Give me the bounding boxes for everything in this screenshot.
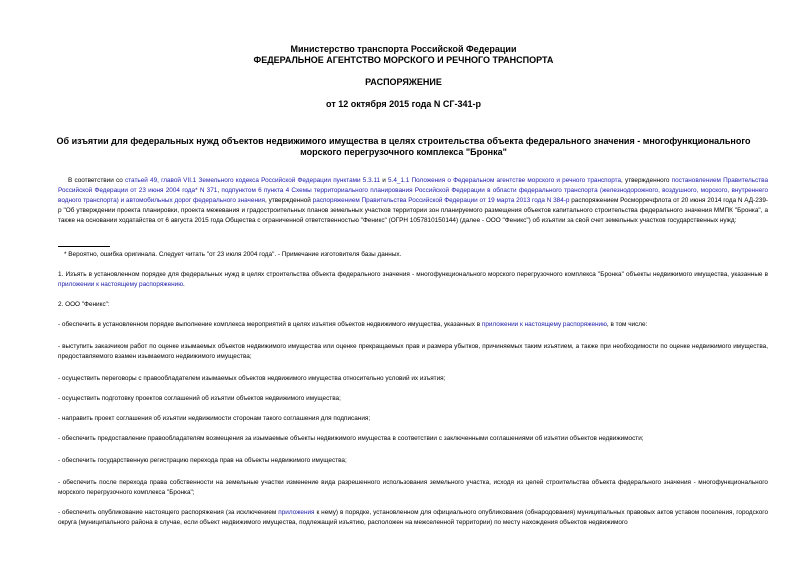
agency-name: ФЕДЕРАЛЬНОЕ АГЕНТСТВО МОРСКОГО И РЕЧНОГО ТРАНСПОРТА xyxy=(253,55,554,65)
territorial-planning-scheme-link[interactable]: подпунктом 6 пункта 4 Схемы территориального планирования Российской Федерации в области федерального транспорта (железнодорожного, воздушного, морского, внутреннего водного транспорта) и автомобильных дорог федерального значения xyxy=(58,186,768,204)
document-date-number: от 12 октября 2015 года N СГ-341-р xyxy=(326,99,481,109)
subitem-measures xyxy=(58,320,768,330)
ministry-name: Министерство транспорта Российской Федерации xyxy=(290,44,517,54)
preamble-paragraph xyxy=(58,176,768,226)
preamble-text: и xyxy=(380,177,389,184)
subitem-valuation: - выступить заказчиком работ по оценке изымаемых объектов недвижимого имущества или оценке прекращаемых прав и размера убытков, причиняемых таким изъятием, а также при необходимости по оценке недвижимого имущества, предоставляемого взамен изымаемого недвижимого имущества; xyxy=(58,343,768,360)
government-order-384-link[interactable]: распоряжением Правительства Российской Федерации от 19 марта 2013 года N 384-р xyxy=(312,196,570,204)
subitem-text: - обеспечить в установленном порядке выполнение комплекса мероприятий в целях изъятия объектов недвижимого имущества, указанных в xyxy=(58,321,482,328)
footnote: * Вероятно, ошибка оригинала. Следует читать "от 23 июля 2004 года". - Примечание изготовителя базы данных. xyxy=(64,251,402,258)
appendix-link[interactable]: приложении к настоящему распоряжению xyxy=(481,321,607,328)
appendix-link[interactable]: приложения xyxy=(278,509,315,516)
preamble-text: , xyxy=(217,186,222,194)
item-1-end: . xyxy=(183,280,185,288)
subitem-land-use-change: - обеспечить после перехода права собственности на земельные участки изменение вида разрешенного использования земельного участка, исходя из целей строительства объекта федерального значения - многофункционального морского перегрузочного комплекса "Бронка"; xyxy=(58,479,768,496)
subitem-text-continued: к нему) в порядке, установленном для официального опубликования (обнародования) муниципальных правовых актов уставом поселения, городского округа (муниципального района в случае, если объект недвижимого имущества, подлежащий изъятию, расположен на межселенной территории) по месту нахождения объектов недвижимого xyxy=(58,509,768,526)
agency-regulation-link[interactable]: 5.4_1.1 Положения о Федеральном агентстве морского и речного транспорта xyxy=(388,177,622,184)
document-header xyxy=(0,44,807,110)
clause-5-3-11-link[interactable]: пунктами 5.3.11 xyxy=(333,177,381,184)
subitem-publication xyxy=(58,508,768,528)
subitem-send-agreement: - направить проект соглашения об изъятии недвижимости сторонам такого соглашения для подписания; xyxy=(58,415,371,422)
document-title: Об изъятии для федеральных нужд объектов недвижимого имущества в целях строительства объекта федерального значения - многофункционального морского перегрузочного комплекса "Бронка" xyxy=(56,136,751,157)
item-2-paragraph: 2. ООО "Феникс": xyxy=(58,301,110,308)
subitem-draft-agreements: - осуществить подготовку проектов соглашений об изъятии объектов недвижимого имущества; xyxy=(58,395,341,402)
item-1-paragraph xyxy=(58,270,768,290)
subitem-end: , в том числе: xyxy=(606,321,648,328)
document-type: РАСПОРЯЖЕНИЕ xyxy=(365,77,442,87)
subitem-negotiations: - осуществить переговоры с правообладателем изымаемых объектов недвижимого имущества относительно условий их изъятия; xyxy=(58,375,446,382)
subitem-compensation: - обеспечить предоставление правообладателям возмещения за изымаемые объекты недвижимого имущества в соответствии с заключенными соглашениями об изъятии объектов недвижимости; xyxy=(58,435,644,442)
appendix-link[interactable]: приложении к настоящему распоряжению xyxy=(58,280,184,288)
preamble-text: распоряжением Росморречфлота от 20 июня 2014 года N АД-239-р "Об утверждении проекта планировки, проекта межевания и градостроительных планов земельных участков территории зон планируемого размещения объектов капитального строительства федерального значения ММПК "Бронка", а также на основании ходатайства от 6 августа 2015 года Общества с ограниченной ответственностью "Феникс" (ОГРН 1057810150144) (далее - ООО "Феникс") об изъятии за свой счет земельных участков государственных нужд: xyxy=(58,196,769,224)
preamble-text: , утвержденной xyxy=(265,196,313,204)
footnote-divider xyxy=(58,246,110,247)
subitem-text: - обеспечить опубликование настоящего распоряжения (за исключением xyxy=(58,509,279,516)
subitem-registration: - обеспечить государственную регистрацию перехода прав на объекты недвижимого имущества; xyxy=(58,457,347,464)
preamble-text: В соответствии со xyxy=(68,177,125,184)
land-code-link[interactable]: статьей 49, главой VII.1 Земельного кодекса Российской Федерации xyxy=(124,177,331,184)
item-1-text: 1. Изъять в установленном порядке для федеральных нужд в целях строительства объекта федерального значения - многофункционального морского перегрузочного комплекса "Бронка" объекты недвижимого имущества, указанные в xyxy=(58,271,768,278)
preamble-text: , утвержденного xyxy=(621,177,672,184)
government-decree-371-link[interactable]: постановлением Правительства Российской Федерации от 23 июня 2004 года* N 371 xyxy=(58,177,769,194)
